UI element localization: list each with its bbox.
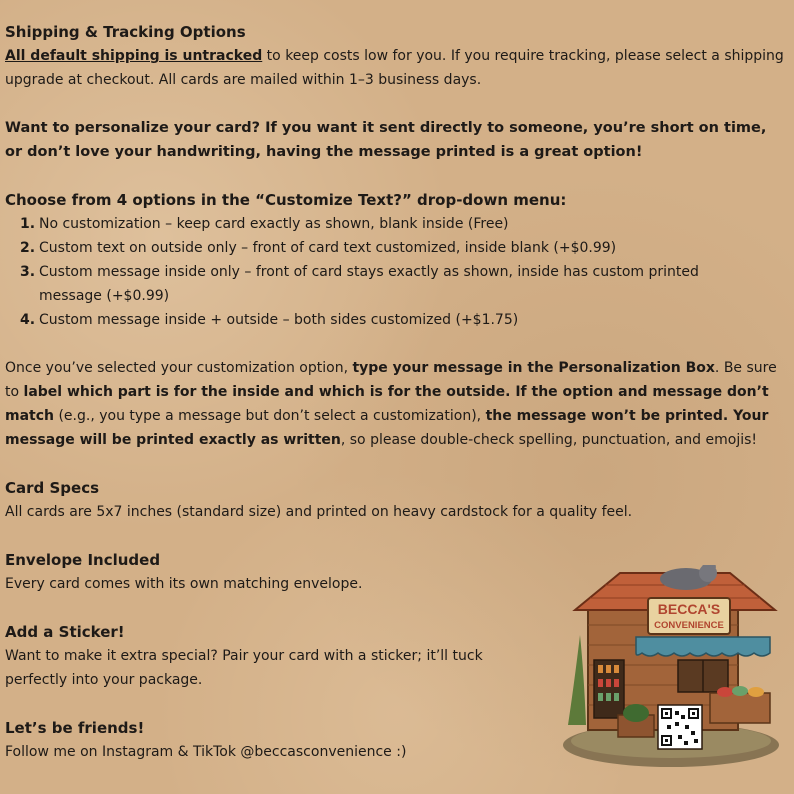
friends-heading: Let’s be friends! [5,719,145,737]
personalize-text: Want to personalize your card? If you want it sent directly to someone, you’re short on time, or don’t love your handwriting, having the message printed is a great option! [5,120,767,160]
options-heading: Choose from 4 options in the “Customize Text?” drop-down menu: [5,191,567,209]
instructions-part: , so please double-check spelling, punctuation, and emojis! [340,432,758,448]
options-list [5,212,785,332]
sign-line-1: BECCA'S [657,601,721,617]
sticker-section [5,620,545,692]
sign-line-2: CONVENIENCE [654,620,724,631]
instructions-part: . Be sure to [5,360,777,400]
options-section [5,188,785,332]
option-text: No customization – keep card exactly as shown, blank inside (Free) [39,216,509,232]
option-text: Custom text on outside only – front of card text customized, inside blank (+$0.99) [39,240,617,256]
envelope-heading: Envelope Included [5,551,161,569]
shipping-section [5,20,785,92]
option-item [5,308,785,332]
specs-section [5,476,785,524]
option-number: 2. [20,240,36,256]
shipping-body: to keep costs low for you. If you require tracking, please select a shipping upgrade at checkout. All cards are mailed within 1–3 business days. [5,48,784,88]
untracked-notice: All default shipping is untracked [5,48,263,64]
sticker-text: Want to make it extra special? Pair your card with a sticker; it’ll tuck perfectly into your package. [5,648,483,688]
personalize-section [5,116,785,164]
watermelon [623,704,649,722]
convenience-store-illustration [560,565,782,785]
instructions-text [5,356,785,452]
instructions-bold: label which part is for the inside and which is for the outside. If the option and message don’t match [5,384,769,424]
instructions-part: Once you’ve selected your customization option, [5,360,353,376]
shipping-heading: Shipping & Tracking Options [5,23,246,41]
option-item [5,260,785,308]
sticker-heading: Add a Sticker! [5,623,125,641]
friends-text: Follow me on Instagram & TikTok @beccasconvenience :) [5,744,407,760]
specs-text: All cards are 5x7 inches (standard size) and printed on heavy cardstock for a quality feel. [5,504,633,520]
produce-stand [710,693,770,723]
plant-left [568,635,586,725]
option-number: 1. [20,216,36,232]
option-item [5,212,785,236]
option-text: Custom message inside + outside – both sides customized (+$1.75) [39,312,519,328]
option-text: Custom message inside only – front of card stays exactly as shown, inside has custom printed message (+$0.99) [39,264,699,304]
envelope-text: Every card comes with its own matching envelope. [5,576,363,592]
option-number: 3. [20,264,36,280]
instructions-bold: type your message in the Personalization Box [352,360,715,376]
option-number: 4. [20,312,36,328]
instructions-bold: the message won’t be printed. Your message will be printed exactly as written [5,408,769,448]
shipping-text [5,44,785,92]
instructions-part: (e.g., you type a message but don’t select a customization), [54,408,486,424]
instructions-section [5,356,785,452]
option-item [5,236,785,260]
specs-heading: Card Specs [5,479,100,497]
awning [636,637,770,656]
